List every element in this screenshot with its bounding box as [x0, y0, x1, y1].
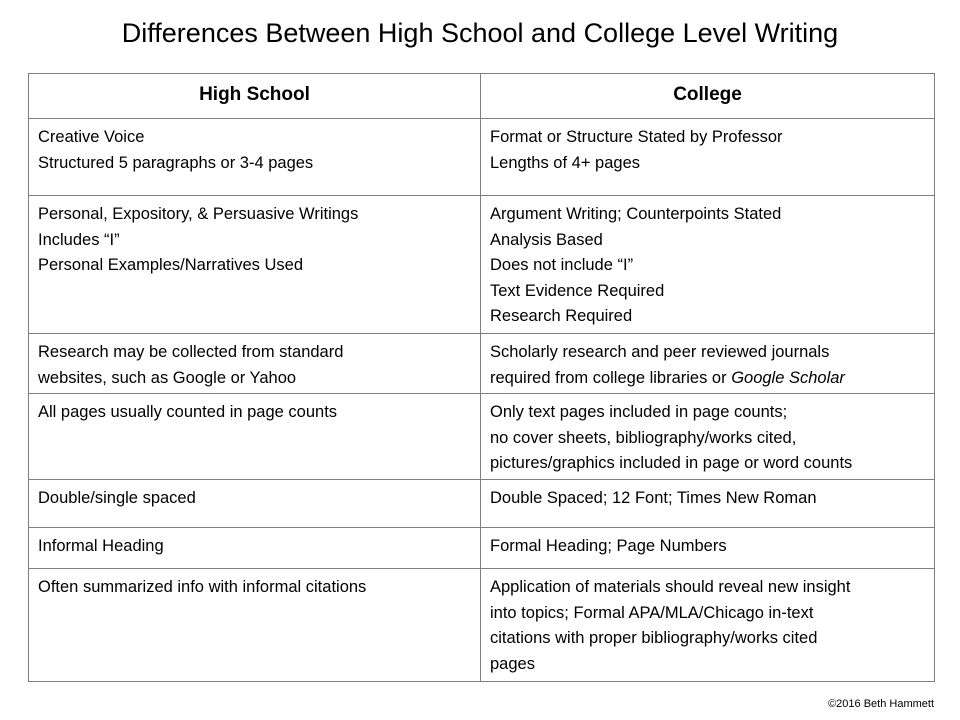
table-row	[29, 196, 935, 334]
cell-line: Argument Writing; Counterpoints Stated	[490, 205, 782, 223]
cell-line: Text Evidence Required	[490, 281, 665, 300]
cell-line: Often summarized info with informal citations	[38, 578, 367, 596]
cell-line: into topics; Formal APA/MLA/Chicago in-text	[490, 603, 814, 622]
high-school-cell	[29, 394, 481, 480]
column-header-college: College	[481, 74, 935, 119]
high-school-cell	[29, 528, 481, 569]
high-school-cell	[29, 119, 481, 196]
cell-line: Analysis Based	[490, 230, 603, 249]
cell-line: Double Spaced; 12 Font; Times New Roman	[490, 489, 817, 507]
cell-line: websites, such as Google or Yahoo	[38, 368, 297, 387]
cell-line: pictures/graphics included in page or word counts	[490, 454, 853, 472]
college-cell	[481, 119, 935, 196]
table-row	[29, 480, 935, 528]
copyright-notice: ©2016 Beth Hammett	[828, 698, 934, 710]
cell-text: required from college libraries or	[490, 368, 732, 387]
college-cell	[481, 196, 935, 334]
cell-line: Informal Heading	[38, 537, 164, 555]
cell-line: Lengths of 4+ pages	[490, 153, 640, 172]
cell-line: Personal, Expository, & Persuasive Writings	[38, 205, 359, 223]
table-row	[29, 528, 935, 569]
cell-line: Application of materials should reveal new insight	[490, 578, 851, 596]
high-school-cell	[29, 569, 481, 682]
cell-line: Double/single spaced	[38, 489, 196, 507]
comparison-table	[28, 73, 935, 682]
table-header-row	[29, 74, 935, 119]
high-school-cell	[29, 334, 481, 394]
college-cell	[481, 528, 935, 569]
cell-line: Research may be collected from standard	[38, 343, 344, 361]
college-cell	[481, 394, 935, 480]
cell-line: Creative Voice	[38, 128, 145, 146]
cell-line: Structured 5 paragraphs or 3-4 pages	[38, 153, 314, 172]
college-cell	[481, 480, 935, 528]
page-title: Differences Between High School and College Level Writing	[121, 18, 839, 48]
college-cell	[481, 334, 935, 394]
cell-line	[490, 366, 925, 392]
cell-line: All pages usually counted in page counts	[38, 403, 338, 421]
cell-line: Format or Structure Stated by Professor	[490, 128, 783, 146]
cell-line: no cover sheets, bibliography/works cited,	[490, 428, 797, 447]
cell-line: pages	[490, 654, 535, 673]
cell-line: Formal Heading; Page Numbers	[490, 537, 727, 555]
table-row	[29, 394, 935, 480]
cell-line: Scholarly research and peer reviewed journals	[490, 343, 830, 361]
cell-line: Personal Examples/Narratives Used	[38, 256, 304, 274]
cell-line: Only text pages included in page counts;	[490, 403, 788, 421]
cell-line: Does not include “I”	[490, 256, 634, 274]
table-row	[29, 569, 935, 682]
table-row	[29, 119, 935, 196]
cell-line: Research Required	[490, 307, 633, 325]
cell-line: citations with proper bibliography/works cited	[490, 629, 818, 647]
column-header-high-school: High School	[29, 74, 481, 119]
high-school-cell	[29, 196, 481, 334]
table-row	[29, 334, 935, 394]
google-scholar-text: Google Scholar	[731, 368, 845, 387]
cell-line: Includes “I”	[38, 230, 120, 249]
high-school-cell	[29, 480, 481, 528]
college-cell	[481, 569, 935, 682]
